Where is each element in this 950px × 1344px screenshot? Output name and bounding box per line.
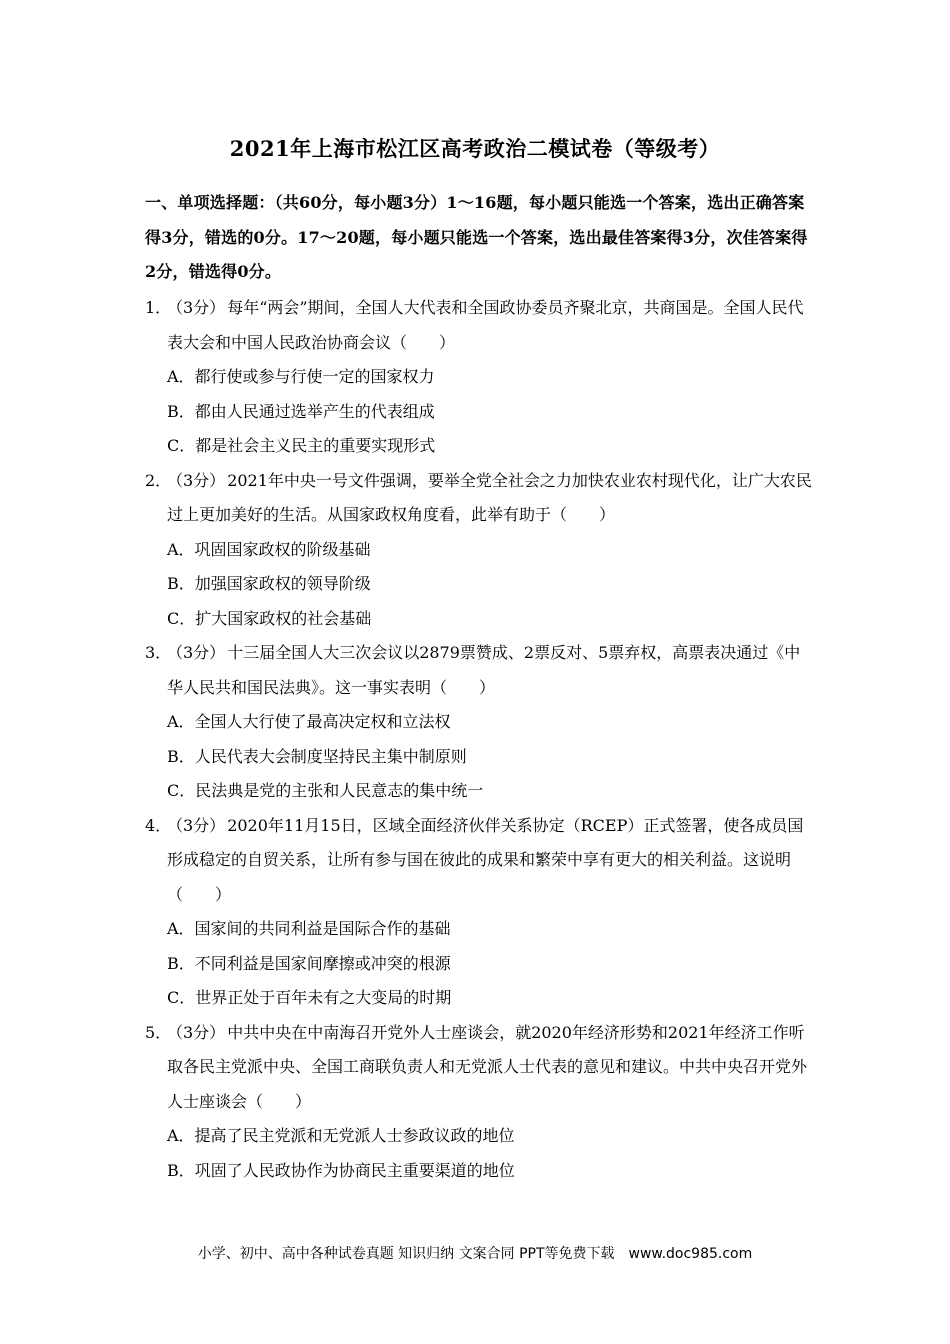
option-c: C．都是社会主义民主的重要实现形式 <box>167 436 436 455</box>
option-b: B．不同利益是国家间摩擦或冲突的根源 <box>167 953 451 973</box>
question-score: （3分） <box>167 1022 226 1042</box>
question-stem: 2021年中央一号文件强调，要举全党全社会之力加快农业农村现代化，让广大农民过上更加美好的生活。从国家政权角度看，此举有助于（ ） <box>167 470 812 524</box>
option-a: A．全国人大行使了最高决定权和立法权 <box>167 712 451 731</box>
section-heading: 一、单项选择题：（共60分，每小题3分）1～16题，每小题只能选一个答案，选出正确答案得3分，错选的0分。17～20题，每小题只能选一个答案，选出最佳答案得3分，次佳答案得2分，错选得0分。 <box>145 193 808 281</box>
question-score: （3分） <box>167 470 226 490</box>
question-number: 2． <box>145 470 172 490</box>
question-score: （3分） <box>167 815 226 835</box>
option-a: A．都行使或参与行使一定的国家权力 <box>167 367 435 386</box>
question-2 <box>145 464 815 637</box>
option-a: A．巩固国家政权的阶级基础 <box>167 539 371 559</box>
page-title: 2021年上海市松江区高考政治二模试卷（等级考） <box>229 136 721 161</box>
option-c: C．民法典是党的主张和人民意志的集中统一 <box>167 781 484 800</box>
question-number: 3． <box>145 643 172 662</box>
option-b: B．都由人民通过选举产生的代表组成 <box>167 401 435 421</box>
page-footer: 小学、初中、高中各种试卷真题 知识归纳 文案合同 PPT等免费下载 www.doc985.com <box>197 1246 753 1262</box>
question-number: 5． <box>145 1022 172 1042</box>
question-number: 4． <box>145 815 172 835</box>
option-b: B．人民代表大会制度坚持民主集中制原则 <box>167 746 467 766</box>
question-stem: 十三届全国人大三次会议以2879票赞成、2票反对、5票弃权，高票表决通过《中华人民共和国民法典》。这一事实表明（ ） <box>167 643 801 697</box>
question-number: 1． <box>145 298 172 317</box>
question-1 <box>145 291 815 464</box>
option-b: B．巩固了人民政协作为协商民主重要渠道的地位 <box>167 1160 515 1180</box>
question-score: （3分） <box>167 298 226 317</box>
question-stem: 中共中央在中南海召开党外人士座谈会，就2020年经济形势和2021年经济工作听取各民主党派中央、全国工商联负责人和无党派人士代表的意见和建议。中共中央召开党外人士座谈会（ ） <box>167 1022 808 1111</box>
question-score: （3分） <box>167 643 226 662</box>
question-stem: 2020年11月15日，区域全面经济伙伴关系协定（RCEP）正式签署，使各成员国形成稳定的自贸关系，让所有参与国在彼此的成果和繁荣中享有更大的相关利益。这说明（ ） <box>167 815 804 904</box>
question-4 <box>145 809 815 1016</box>
question-stem: 每年“两会”期间，全国人大代表和全国政协委员齐聚北京，共商国是。全国人民代表大会和中国人民政治协商会议（ ） <box>167 298 804 352</box>
question-list <box>145 291 815 1188</box>
option-a: A．提高了民主党派和无党派人士参政议政的地位 <box>167 1126 515 1145</box>
question-3 <box>145 636 815 809</box>
question-5 <box>145 1016 815 1189</box>
option-c: C．世界正处于百年未有之大变局的时期 <box>167 988 452 1007</box>
option-a: A．国家间的共同利益是国际合作的基础 <box>167 919 451 938</box>
option-b: B．加强国家政权的领导阶级 <box>167 574 371 593</box>
option-c: C．扩大国家政权的社会基础 <box>167 608 372 628</box>
